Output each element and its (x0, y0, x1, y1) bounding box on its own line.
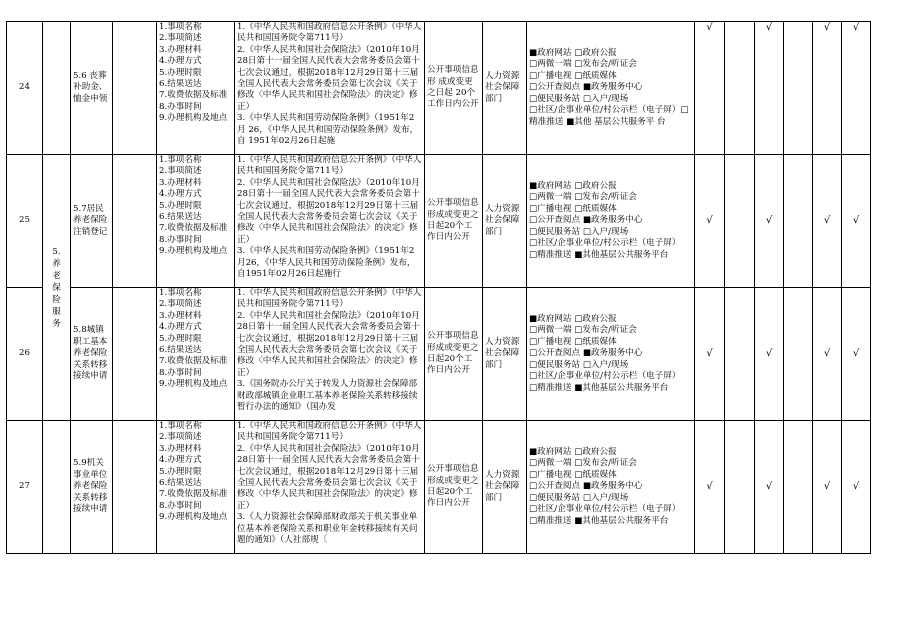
check-mark: √ (695, 421, 725, 554)
element-line: 9.办理机构及地点 (159, 113, 228, 124)
basis-cell (235, 22, 425, 155)
elements-cell (157, 155, 235, 288)
channel-line: □公开查阅点 ■政务服务中心 (529, 215, 643, 226)
element-line: 4.办理方式 (159, 322, 202, 333)
element-line: 9.办理机构及地点 (159, 512, 228, 523)
check-mark (784, 421, 813, 554)
basis-cell (235, 421, 425, 554)
channel-line: □两微一端 □发布会/听证会 (529, 192, 637, 203)
element-line: 8.办事时间 (159, 367, 202, 378)
channel-line: □精准推送 ■其他基层公共服务平台 (529, 382, 669, 393)
row-number: 24 (7, 22, 43, 155)
check-mark (725, 288, 755, 421)
element-line: 8.办事时间 (159, 101, 202, 112)
element-line: 6.结果送达 (159, 345, 202, 356)
item-cell: 5.8城镇职工基本养老保险关系转移接续申请 (71, 288, 113, 421)
channel-line: □两微一端 □发布会/听证会 (529, 325, 637, 336)
element-line: 7.收费依据及标准 (159, 90, 228, 101)
channel-line: □公开查阅点 ■政务服务中心 (529, 82, 643, 93)
element-line: 8.办事时间 (159, 500, 202, 511)
check-mark: √ (755, 22, 784, 155)
check-mark (725, 421, 755, 554)
category-cell-top (43, 22, 71, 155)
element-line: 2.事项简述 (159, 432, 202, 443)
element-line: 6.结果送达 (159, 478, 202, 489)
channel-line: □精准推送 ■其他基层公共服务平台 (529, 249, 669, 260)
channel-line: ■政府网站 □政府公报 (529, 181, 617, 192)
check-mark (784, 155, 813, 288)
check-mark (725, 155, 755, 288)
basis-line: 3.《中华人民共和国劳动保险条例》（1951年2月26，《中华人民共和国劳动保险条例》发布，自1951年02月26日起施行 (237, 246, 416, 280)
check-mark: √ (813, 288, 842, 421)
blank-cell (113, 155, 157, 288)
basis-line: 2.《中华人民共和国社会保险法》（2010年10月28日第十一届全国人民代表大会常务委员会第十七次会议通过，根据2018年12月29日第十三届全国人民代表大会常务委员会第七次会议《关于修改〈中华人民共和国社会保险法〉的决定》修正） (237, 443, 420, 511)
channel-line: □两微一端 □发布会/听证会 (529, 458, 637, 469)
element-line: 1.事项名称 (159, 22, 202, 32)
channels-cell (527, 155, 695, 288)
check-mark: √ (755, 155, 784, 288)
basis-line: 3.《人力资源社会保障部财政部关于机关事业单位基本养老保险关系和职业年金转移接续有关问题的通知》（人社部规〔 (237, 512, 418, 546)
item-cell: 5.6 丧葬补助金、恤金申领 (71, 22, 113, 155)
element-line: 7.收费依据及标准 (159, 223, 228, 234)
channel-line: ■政府网站 □政府公报 (529, 447, 617, 458)
basis-line: 1.《中华人民共和国政府信息公开条例》（中华人民共和国国务院令第711号） (237, 155, 422, 177)
blank-cell (113, 22, 157, 155)
channel-line: □两微一端 □发布会/听证会 (529, 59, 637, 70)
channel-line: □便民服务站 □入户/现场 (529, 226, 629, 237)
element-line: 2.事项简述 (159, 166, 202, 177)
check-mark (725, 22, 755, 155)
element-line: 3.办理材料 (159, 44, 202, 55)
element-line: 7.收费依据及标准 (159, 356, 228, 367)
element-line: 1.事项名称 (159, 421, 202, 431)
check-mark: √ (695, 155, 725, 288)
channels-cell (527, 288, 695, 421)
blank-cell (113, 421, 157, 554)
channel-line: □社区/企事业单位/村公示栏（电子屏） (529, 238, 681, 249)
channel-line: □公开查阅点 ■政务服务中心 (529, 481, 643, 492)
channel-line: □便民服务站 □入户/现场 (529, 359, 629, 370)
check-mark: √ (755, 421, 784, 554)
check-mark: √ (695, 288, 725, 421)
elements-cell (157, 22, 235, 155)
row-number: 27 (7, 421, 43, 554)
disclosure-table (6, 21, 871, 554)
element-line: 4.办理方式 (159, 189, 202, 200)
element-line: 3.办理材料 (159, 443, 202, 454)
category-cell: 5.养老保险服务 (43, 155, 71, 421)
element-line: 5.办理时限 (159, 466, 202, 477)
time-cell: 公开事项信息形成或变更之日起20个工作日内公开 (425, 288, 483, 421)
category-cell-bottom (43, 421, 71, 554)
element-line: 2.事项简述 (159, 33, 202, 44)
subject-cell: 人力资源社会保障部门 (483, 421, 527, 554)
channel-line: □广播电视 □纸质媒体 (529, 70, 617, 81)
basis-line: 1.《中华人民共和国政府信息公开条例》（中华人民共和国国务院令第711号） (237, 22, 422, 44)
channel-line: ■政府网站 □政府公报 (529, 314, 617, 325)
subject-cell: 人力资源社会保障部门 (483, 288, 527, 421)
element-line: 3.办理材料 (159, 310, 202, 321)
time-cell: 公开事项信息形成或变更之日起20个工作日内公开 (425, 421, 483, 554)
subject-cell: 人力资源社会保障部门 (483, 155, 527, 288)
table-row (7, 288, 871, 421)
check-mark: √ (755, 288, 784, 421)
channel-line: □广播电视 □纸质媒体 (529, 336, 617, 347)
time-cell: 公开事项信息形 成或变更之日起 20个工作日内公开 (425, 22, 483, 155)
check-mark: √ (842, 421, 871, 554)
elements-cell (157, 421, 235, 554)
check-mark (784, 288, 813, 421)
element-line: 5.办理时限 (159, 200, 202, 211)
check-mark: √ (813, 22, 842, 155)
element-line: 5.办理时限 (159, 333, 202, 344)
check-mark: √ (842, 22, 871, 155)
channels-cell (527, 421, 695, 554)
item-cell: 5.7居民养老保险注销登记 (71, 155, 113, 288)
time-cell: 公开事项信息形成或变更之日起20个工作日内公开 (425, 155, 483, 288)
check-mark: √ (842, 288, 871, 421)
element-line: 1.事项名称 (159, 155, 202, 165)
elements-cell (157, 288, 235, 421)
basis-line: 3.《中华人民共和国劳动保险条例》（1951年2月 26，《中华人民共和国劳动保险条例》发布，自 1951年02月26日起施 (237, 113, 419, 147)
check-mark: √ (695, 22, 725, 155)
row-number: 25 (7, 155, 43, 288)
basis-line: 1.《中华人民共和国政府信息公开条例》（中华人民共和国国务院令第711号） (237, 288, 422, 310)
check-mark (784, 22, 813, 155)
channel-line: □社区/企事业单位/村公示栏（电子屏） (529, 371, 681, 382)
element-line: 1.事项名称 (159, 288, 202, 298)
element-line: 9.办理机构及地点 (159, 246, 228, 257)
channel-line: □便民服务站 □入户/现场 (529, 93, 629, 104)
basis-line: 2.《中华人民共和国社会保险法》（2010年10月28日第十一届全国人民代表大会常务委员会第十七次会议通过，根据2018年12月29日第十三届全国人民代表大会常务委员会第七次会议《关于修改〈中华人民共和国社会保险法〉的决定》修正） (237, 310, 420, 378)
element-line: 3.办理材料 (159, 177, 202, 188)
item-cell: 5.9机关事业单位养老保险关系转移接续申请 (71, 421, 113, 554)
basis-line: 2.《中华人民共和国社会保险法》（2010年10月28日第十一届全国人民代表大会常务委员会第十七次会议通过，根据2018年12月29日第十三届全国人民代表大会常务委员会第七次会议《关于修改〈中华人民共和国社会保险法〉的决定》修正） (237, 44, 420, 112)
check-mark: √ (813, 421, 842, 554)
table-row (7, 22, 871, 155)
check-mark: √ (842, 155, 871, 288)
element-line: 2.事项简述 (159, 299, 202, 310)
element-line: 6.结果送达 (159, 79, 202, 90)
channel-line: □精准推送 ■其他基层公共服务平台 (529, 515, 669, 526)
channel-line: □公开查阅点 ■政务服务中心 (529, 348, 643, 359)
basis-line: 1.《中华人民共和国政府信息公开条例》（中华人民共和国国务院令第711号） (237, 421, 422, 443)
table-row (7, 421, 871, 554)
element-line: 4.办理方式 (159, 56, 202, 67)
subject-cell: 人力资源社会保障部门 (483, 22, 527, 155)
basis-cell (235, 155, 425, 288)
table-row (7, 155, 871, 288)
element-line: 5.办理时限 (159, 67, 202, 78)
element-line: 7.收费依据及标准 (159, 489, 228, 500)
element-line: 4.办理方式 (159, 455, 202, 466)
row-number: 26 (7, 288, 43, 421)
channel-line: □社区/企事业单位/村公示栏（电子屏）□精准推送 ■其他 基层公共服务平 台 (529, 105, 689, 127)
element-line: 6.结果送达 (159, 212, 202, 223)
channel-line: □广播电视 □纸质媒体 (529, 203, 617, 214)
basis-line: 3.《国务院办公厅关于转发人力资源社会保障部财政部城镇企业职工基本养老保险关系转移接续暂行办法的通知》（国办发 (237, 379, 418, 413)
channel-line: □社区/企事业单位/村公示栏（电子屏） (529, 504, 681, 515)
channel-line: □广播电视 □纸质媒体 (529, 469, 617, 480)
basis-cell (235, 288, 425, 421)
blank-cell (113, 288, 157, 421)
channel-line: ■政府网站 □政府公报 (529, 48, 617, 59)
element-line: 9.办理机构及地点 (159, 379, 228, 390)
channels-cell (527, 22, 695, 155)
channel-line: □便民服务站 □入户/现场 (529, 492, 629, 503)
check-mark: √ (813, 155, 842, 288)
basis-line: 2.《中华人民共和国社会保险法》（2010年10月28日第十一届全国人民代表大会常务委员会第十七次会议通过，根据2018年12月29日第十三届全国人民代表大会常务委员会第七次会议《关于修改〈中华人民共和国社会保险法〉的决定》修正） (237, 177, 420, 245)
element-line: 8.办事时间 (159, 234, 202, 245)
